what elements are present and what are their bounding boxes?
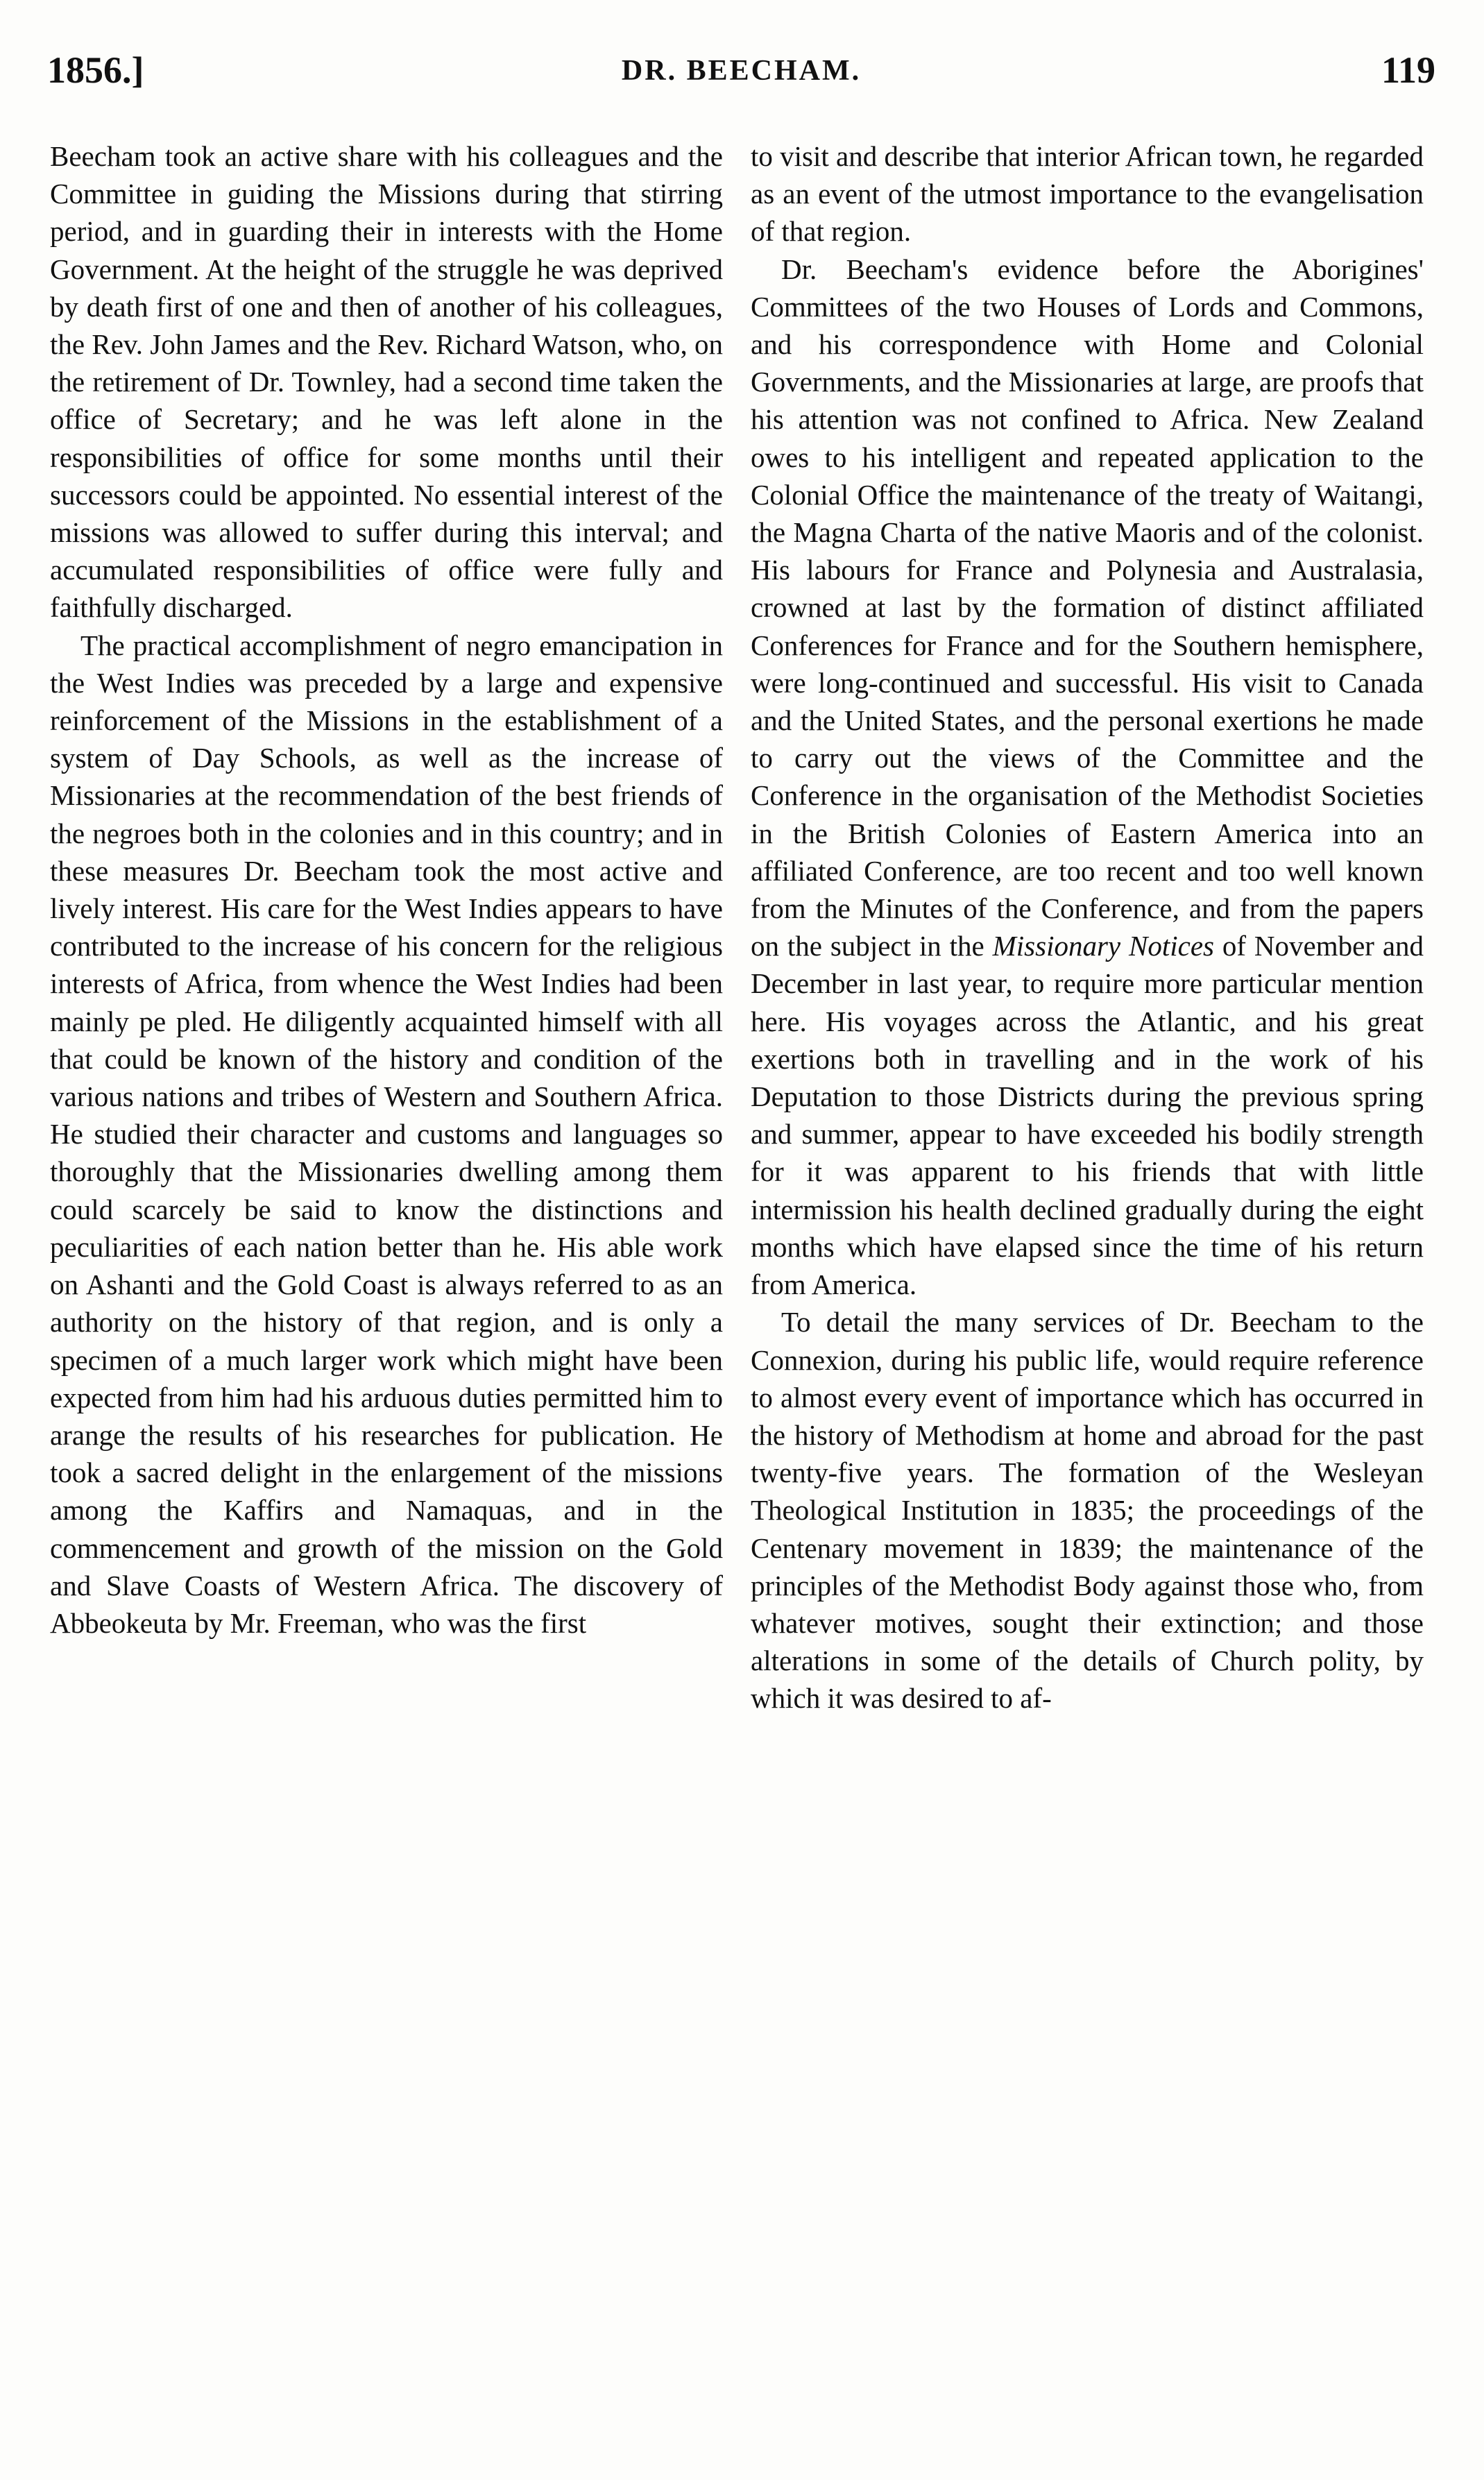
right-paragraph-1: to visit and describe that interior African town, he regarded as an event of the utmost importance to the evangelisation of that region. <box>751 140 1424 248</box>
right-paragraph-2-text-b: of November and December in last year, to require more particular mention here. His voyages across the Atlantic, and his great exertions both in travelling and in the work of his Deputation to those Districts during the previous spring and summer, appear to have exceeded his bodily strength for it was apparent to his friends that with little intermission his health declined gradually during the eight months which have elapsed since the time of his return from America. <box>751 930 1424 1301</box>
running-header <box>47 49 1435 97</box>
header-year: 1856.] <box>47 49 144 91</box>
right-paragraph-3: To detail the many services of Dr. Beecham to the Connexion, during his public life, would require reference to almost every event of importance which has occurred in the history of Methodism at home and abroad for the past twenty-five years. The formation of the Wesleyan Theological Institution in 1835; the proceedings of the Centenary movement in 1839; the maintenance of the principles of the Methodist Body against those who, from whatever motives, sought their extinction; and those alterations in some of the details of Church polity, by which it was desired to af- <box>751 1306 1424 1715</box>
left-column <box>50 137 723 2434</box>
right-paragraph-2-text-a: Dr. Beecham's evidence before the Aborigines' Committees of the two Houses of Lords and Commons, and his correspondence with Home and Colonial Governments, and the Missionaries at large, are proofs that his attention was not confined to Africa. New Zealand owes to his intelligent and repeated application to the Colonial Office the maintenance of the treaty of Waitangi, the Magna Charta of the native Maoris and of the colonist. His labours for France and Polynesia and Australasia, crowned at last by the formation of distinct affiliated Conferences for France and for the Southern hemisphere, were long-continued and successful. His visit to Canada and the United States, and the personal exertions he made to carry out the views of the Committee and the Conference in the organisation of the Methodist Societies in the British Colonies of Eastern America into an affiliated Conference, are too recent and too well known from the Minutes of the Conference, and from the papers on the subject in the <box>751 253 1424 962</box>
header-title: DR. BEECHAM. <box>621 55 862 87</box>
page-number: 119 <box>1381 49 1435 91</box>
left-paragraph-2: The practical accomplishment of negro emancipation in the West Indies was preceded by a large and expensive reinforcement of the Missions in the establishment of a system of Day Schools, as well as the increase of Missionaries at the recommendation of the best friends of the negroes both in the colonies and in this country; and in these measures Dr. Beecham took the most active and lively interest. His care for the West Indies appears to have contributed to the increase of his concern for the religious interests of Africa, from whence the West Indies had been mainly pe pled. He diligently acquainted himself with all that could be known of the history and condition of the various nations and tribes of Western and Southern Africa. He studied their character and customs and languages so thoroughly that the Missionaries dwelling among them could scarcely be said to know the distinctions and peculiarities of each nation better than he. His able work on Ashanti and the Gold Coast is always referred to as an authority on the history of that region, and is only a specimen of a much larger work which might have been expected from him had his arduous duties permitted him to arange the results of his researches for publication. He took a sacred delight in the enlargement of the missions among the Kaffirs and Namaquas, and in the commencement and growth of the mission on the Gold and Slave Coasts of Western Africa. The discovery of Abbeokeuta by Mr. Freeman, who was the first <box>50 629 723 1639</box>
left-paragraph-1: Beecham took an active share with his colleagues and the Committee in guiding the Missions during that stirring period, and in guarding their in interests with the Home Government. At the height of the struggle he was deprived by death first of one and then of another of his colleagues, the Rev. John James and the Rev. Richard Watson, who, on the retirement of Dr. Townley, had a second time taken the office of Secretary; and he was left alone in the responsibilities of office for some months until their successors could be appointed. No essential interest of the missions was allowed to suffer during this interval; and accumulated responsibilities of office were fully and faithfully discharged. <box>50 140 723 624</box>
right-column <box>751 137 1424 2434</box>
right-paragraph-2 <box>751 250 1424 1304</box>
periodical-title: Missionary Notices <box>992 930 1214 962</box>
